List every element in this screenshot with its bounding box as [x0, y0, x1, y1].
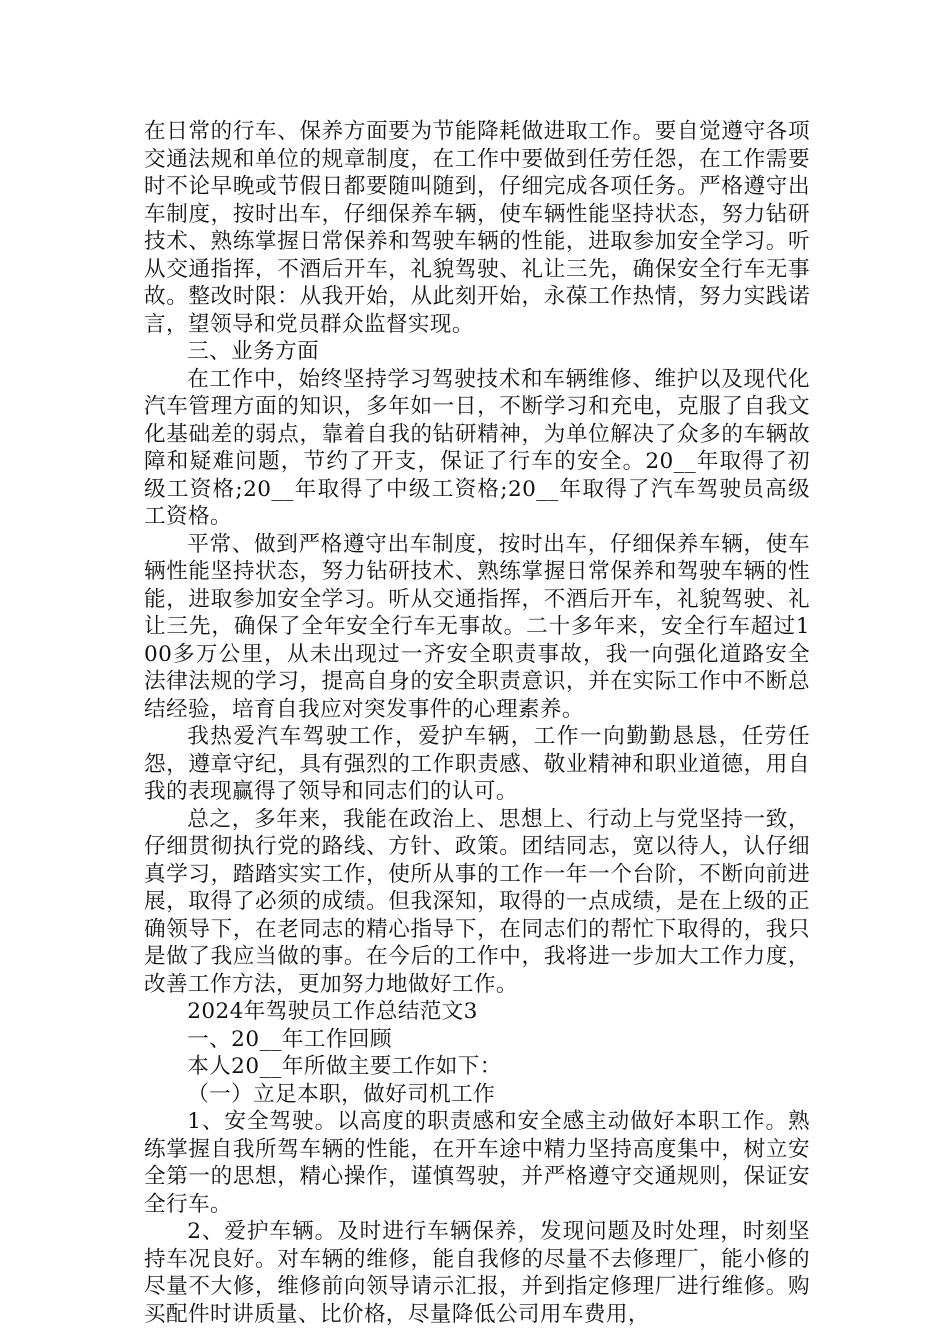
heading-main-work: 本人20__年所做主要工作如下：	[187, 1054, 502, 1079]
paragraph-vehicle-care: 2、爱护车辆。及时进行车辆保养，发现问题及时处理，时刻坚持车况良好。对车辆的维修，能自我修的尽量不去修理厂，能小修的尽量不大修，维修前向领导请示汇报，并到指定修理厂进行维修。购买配件时讲质量、比价格，尽量降低公司用车费用，	[144, 1219, 810, 1327]
paragraph-business-dedication: 我热爱汽车驾驶工作，爱护车辆，工作一向勤勤恳恳，任劳任怨，遵章守纪，具有强烈的工作职责感、敬业精神和职业道德，用自我的表现赢得了领导和同志们的认可。	[144, 724, 810, 804]
subheading-driver-work: （一）立足本职，做好司机工作	[187, 1081, 496, 1107]
paragraph-safe-driving: 1、安全驾驶。以高度的职责感和安全感主动做好本职工作。熟练掌握自我所驾车辆的性能，在开车途中精力坚持高度集中，树立安全第一的思想，精心操作，谨慎驾驶，并严格遵守交通规则，保证安全行车。	[144, 1109, 810, 1217]
paragraph-business-safety: 平常、做到严格遵守出车制度，按时出车，仔细保养车辆，使车辆性能坚持状态，努力钻研技术、熟练掌握日常保养和驾驶车辆的性能，进取参加安全学习。听从交通指挥，不酒后开车，礼貌驾驶、礼让三先，确保了全年安全行车无事故。二十多年来，安全行车超过100多万公里，从未出现过一齐安全职责事故，我一向强化道路安全法律法规的学习，提高自身的安全职责意识，并在实际工作中不断总结经验，培育自我应对突发事件的心理素养。	[144, 531, 810, 722]
paragraph-business-study: 在工作中，始终坚持学习驾驶技术和车辆维修、维护以及现代化汽车管理方面的知识，多年如一日，不断学习和充电，克服了自我文化基础差的弱点，靠着自我的钻研精神，为单位解决了众多的车辆故障和疑难问题，节约了开支，保证了行车的安全。20__年取得了初级工资格;20__年取得了中级工资格;20__年取得了汽车驾驶员高级工资格。	[144, 366, 810, 529]
document-title-sample-3: 2024年驾驶员工作总结范文3	[187, 999, 478, 1024]
section-heading-review: 一、20__年工作回顾	[187, 1026, 392, 1052]
section-heading-business: 三、业务方面	[187, 339, 320, 364]
paragraph-continuation: 在日常的行车、保养方面要为节能降耗做进取工作。要自觉遵守各项交通法规和单位的规章制度，在工作中要做到任劳任怨，在工作需要时不论早晚或节假日都要随叫随到，仔细完成各项任务。严格遵守出车制度，按时出车，仔细保养车辆，使车辆性能坚持状态，努力钻研技术、熟练掌握日常保养和驾驶车辆的性能，进取参加安全学习。听从交通指挥，不酒后开车，礼貌驾驶、礼让三先，确保安全行车无事故。整改时限：从我开始，从此刻开始，永葆工作热情，努力实践诺言，望领导和党员群众监督实现。	[144, 119, 810, 337]
paragraph-summary: 总之，多年来，我能在政治上、思想上、行动上与党坚持一致，仔细贯彻执行党的路线、方针、政策。团结同志，宽以待人，认仔细真学习，踏踏实实工作，使所从事的工作一年一个台阶，不断向前进展，取得了必须的成绩。但我深知，取得的一点成绩，是在上级的正确领导下，在老同志的精心指导下，在同志们的帮忙下取得的，我只是做了我应当做的事。在今后的工作中，我将进一步加大工作力度，改善工作方法，更加努力地做好工作。	[144, 806, 810, 997]
document-page	[144, 118, 810, 1328]
